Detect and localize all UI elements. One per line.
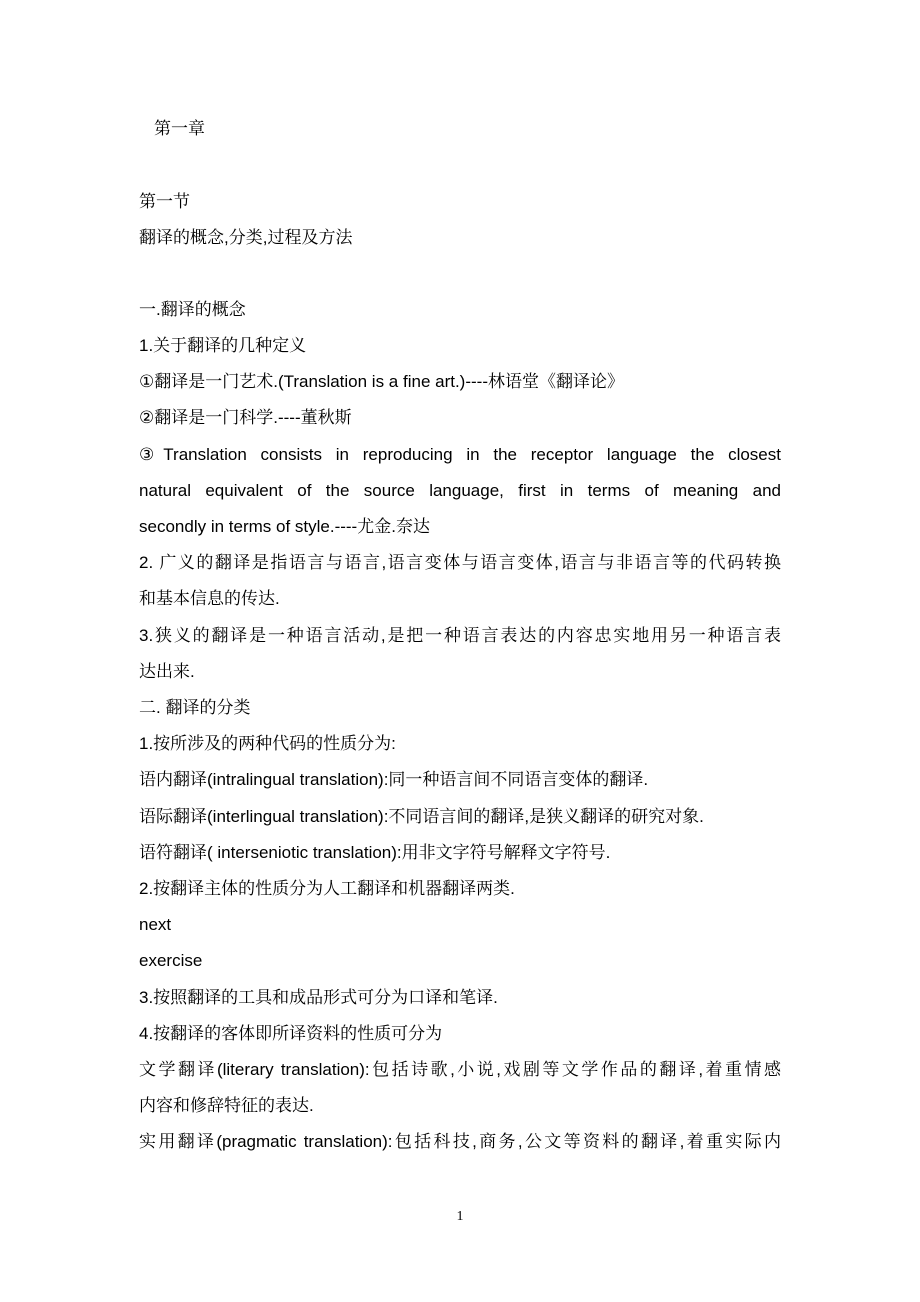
classification-2: 2.按翻译主体的性质分为人工翻译和机器翻译两类. bbox=[139, 879, 515, 898]
definition-2: ②翻译是一门科学.----董秋斯 bbox=[139, 408, 352, 427]
definition-1: ①翻译是一门艺术.(Translation is a fine art.)----林语堂《翻译论》 bbox=[139, 372, 624, 391]
chapter-title: 第一章 bbox=[154, 119, 205, 138]
literary-translation-line-1: 文学翻译(literary translation):包括诗歌,小说,戏剧等文学作品的翻译,着重情感 bbox=[139, 1060, 781, 1079]
literary-translation-line-2: 内容和修辞特征的表达. bbox=[139, 1096, 314, 1115]
definition-3-line-1: ③Translation consists in reproducing in the receptor language the closest bbox=[139, 445, 781, 464]
narrow-definition-line-1: 3.狭义的翻译是一种语言活动,是把一种语言表达的内容忠实地用另一种语言表 bbox=[139, 626, 781, 645]
classification-1-subheading: 1.按所涉及的两种代码的性质分为: bbox=[139, 734, 396, 753]
intersemiotic-translation: 语符翻译( interseniotic translation):用非文字符号解释文字符号. bbox=[139, 843, 611, 862]
broad-definition-line-1: 2. 广义的翻译是指语言与语言,语言变体与语言变体,语言与非语言等的代码转换 bbox=[139, 553, 781, 572]
definition-3-line-3: secondly in terms of style.----尤金.奈达 bbox=[139, 517, 430, 536]
exercise-link[interactable]: exercise bbox=[139, 951, 203, 970]
interlingual-translation: 语际翻译(interlingual translation):不同语言间的翻译,是狭义翻译的研究对象. bbox=[139, 807, 704, 826]
section-label: 第一节 bbox=[139, 192, 190, 211]
definitions-subheading: 1.关于翻译的几种定义 bbox=[139, 336, 307, 355]
classification-3: 3.按照翻译的工具和成品形式可分为口译和笔译. bbox=[139, 988, 498, 1007]
narrow-definition-line-2: 达出来. bbox=[139, 662, 195, 681]
definition-3-line-2: natural equivalent of the source language, first in terms of meaning and bbox=[139, 481, 781, 500]
page-number: 1 bbox=[456, 1209, 464, 1224]
intralingual-translation: 语内翻译(intralingual translation):同一种语言间不同语言变体的翻译. bbox=[139, 770, 649, 789]
pragmatic-translation-line-1: 实用翻译(pragmatic translation):包括科技,商务,公文等资料的翻译,着重实际内 bbox=[139, 1132, 781, 1151]
classification-4: 4.按翻译的客体即所译资料的性质可分为 bbox=[139, 1024, 443, 1043]
next-link[interactable]: next bbox=[139, 915, 172, 934]
section-title: 翻译的概念,分类,过程及方法 bbox=[139, 228, 353, 247]
part1-heading: 一.翻译的概念 bbox=[139, 300, 246, 319]
broad-definition-line-2: 和基本信息的传达. bbox=[139, 589, 280, 608]
part2-heading: 二. 翻译的分类 bbox=[139, 698, 251, 717]
